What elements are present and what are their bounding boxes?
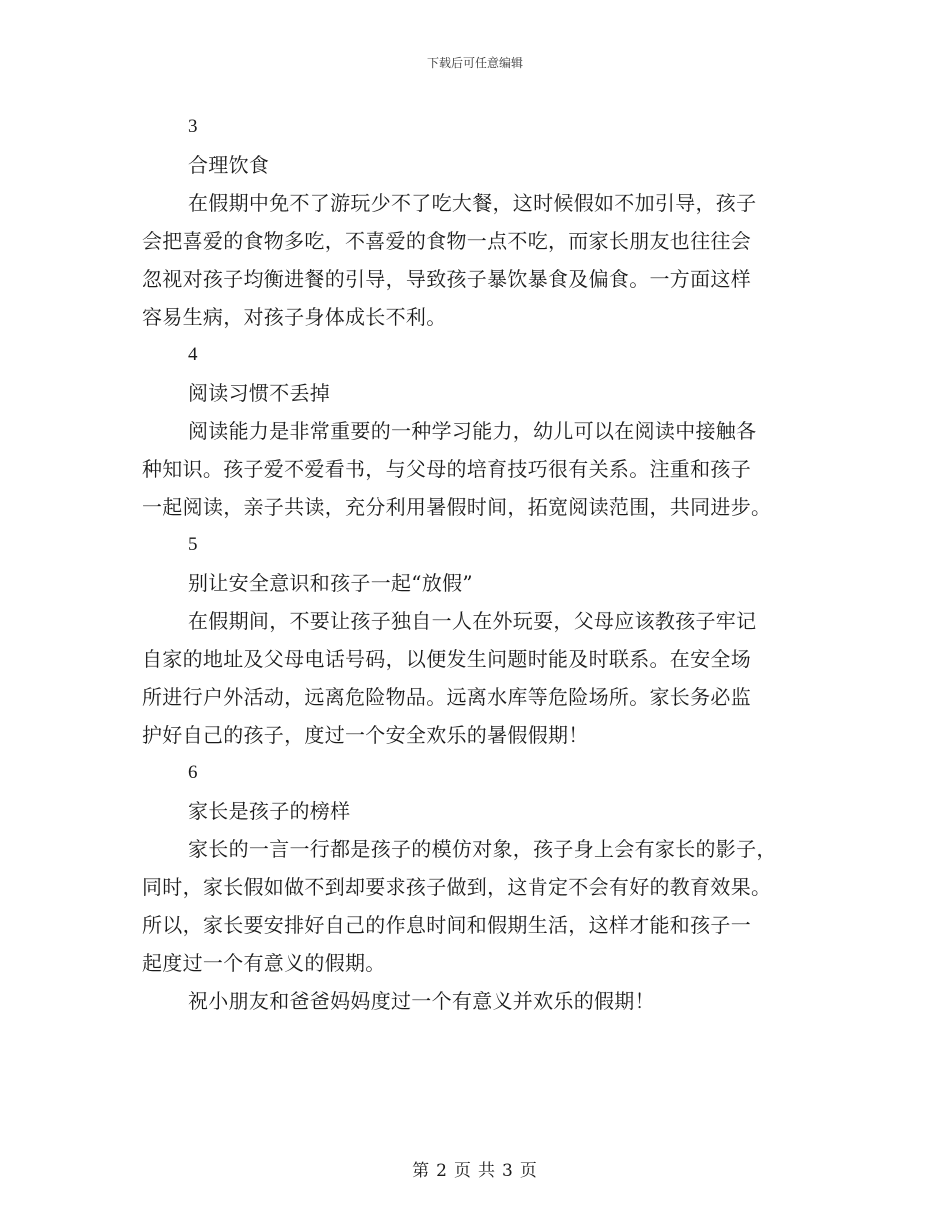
section-3 xyxy=(142,108,812,336)
section-number: 3 xyxy=(188,116,198,137)
section-heading: 合理饮食 xyxy=(188,153,270,177)
paragraph-line: 在假期中免不了游玩少不了吃大餐，这时候假如不加引导，孩子 xyxy=(188,191,757,215)
paragraph-line: 自家的地址及父母电话号码，以便发生问题时能及时联系。在安全场 xyxy=(142,647,751,671)
header-note: 下载后可任意编辑 xyxy=(426,56,523,70)
current-page-number: 2 xyxy=(436,1161,448,1181)
paragraph-line: 起度过一个有意义的假期。 xyxy=(142,951,386,975)
section-4 xyxy=(142,336,812,526)
section-number: 4 xyxy=(188,344,198,365)
paragraph-line: 护好自己的孩子，度过一个安全欢乐的暑假假期！ xyxy=(142,723,589,747)
footer-page-word: 页 xyxy=(454,1161,472,1181)
paragraph-line: 容易生病，对孩子身体成长不利。 xyxy=(142,305,447,329)
paragraph-line: 同时，家长假如做不到却要求孩子做到，这肯定不会有好的教育效果。 xyxy=(142,875,772,899)
document-body xyxy=(142,108,812,1020)
paragraph-line: 所以，家长要安排好自己的作息时间和假期生活，这样才能和孩子一 xyxy=(142,913,751,937)
paragraph-line: 会把喜爱的食物多吃，不喜爱的食物一点不吃，而家长朋友也往往会 xyxy=(142,229,751,253)
paragraph-line: 在假期间，不要让孩子独自一人在外玩耍，父母应该教孩子牢记 xyxy=(188,609,757,633)
closing-line: 祝小朋友和爸爸妈妈度过一个有意义并欢乐的假期！ xyxy=(188,989,655,1013)
paragraph-line: 家长的一言一行都是孩子的模仿对象，孩子身上会有家长的影子， xyxy=(188,837,777,861)
section-heading: 别让安全意识和孩子一起“放假” xyxy=(188,571,473,595)
paragraph-line: 忽视对孩子均衡进餐的引导，导致孩子暴饮暴食及偏食。一方面这样 xyxy=(142,267,751,291)
section-heading: 阅读习惯不丢掉 xyxy=(188,381,331,405)
section-heading: 家长是孩子的榜样 xyxy=(188,799,351,823)
paragraph-line: 阅读能力是非常重要的一种学习能力，幼儿可以在阅读中接触各 xyxy=(188,419,757,443)
section-number: 6 xyxy=(188,762,198,783)
footer-suffix: 页 xyxy=(519,1161,538,1181)
page-footer xyxy=(0,1156,950,1181)
section-number: 5 xyxy=(188,534,198,555)
paragraph-line: 所进行户外活动，远离危险物品。远离水库等危险场所。家长务必监 xyxy=(142,685,751,709)
footer-total-word: 共 xyxy=(478,1161,496,1181)
footer-prefix: 第 xyxy=(412,1161,431,1181)
total-pages-number: 3 xyxy=(502,1161,514,1181)
section-6 xyxy=(142,754,812,982)
paragraph-line: 种知识。孩子爱不爱看书，与父母的培育技巧很有关系。注重和孩子 xyxy=(142,457,751,481)
paragraph-line: 一起阅读，亲子共读，充分利用暑假时间，拓宽阅读范围，共同进步。 xyxy=(142,495,772,519)
section-5 xyxy=(142,526,812,754)
